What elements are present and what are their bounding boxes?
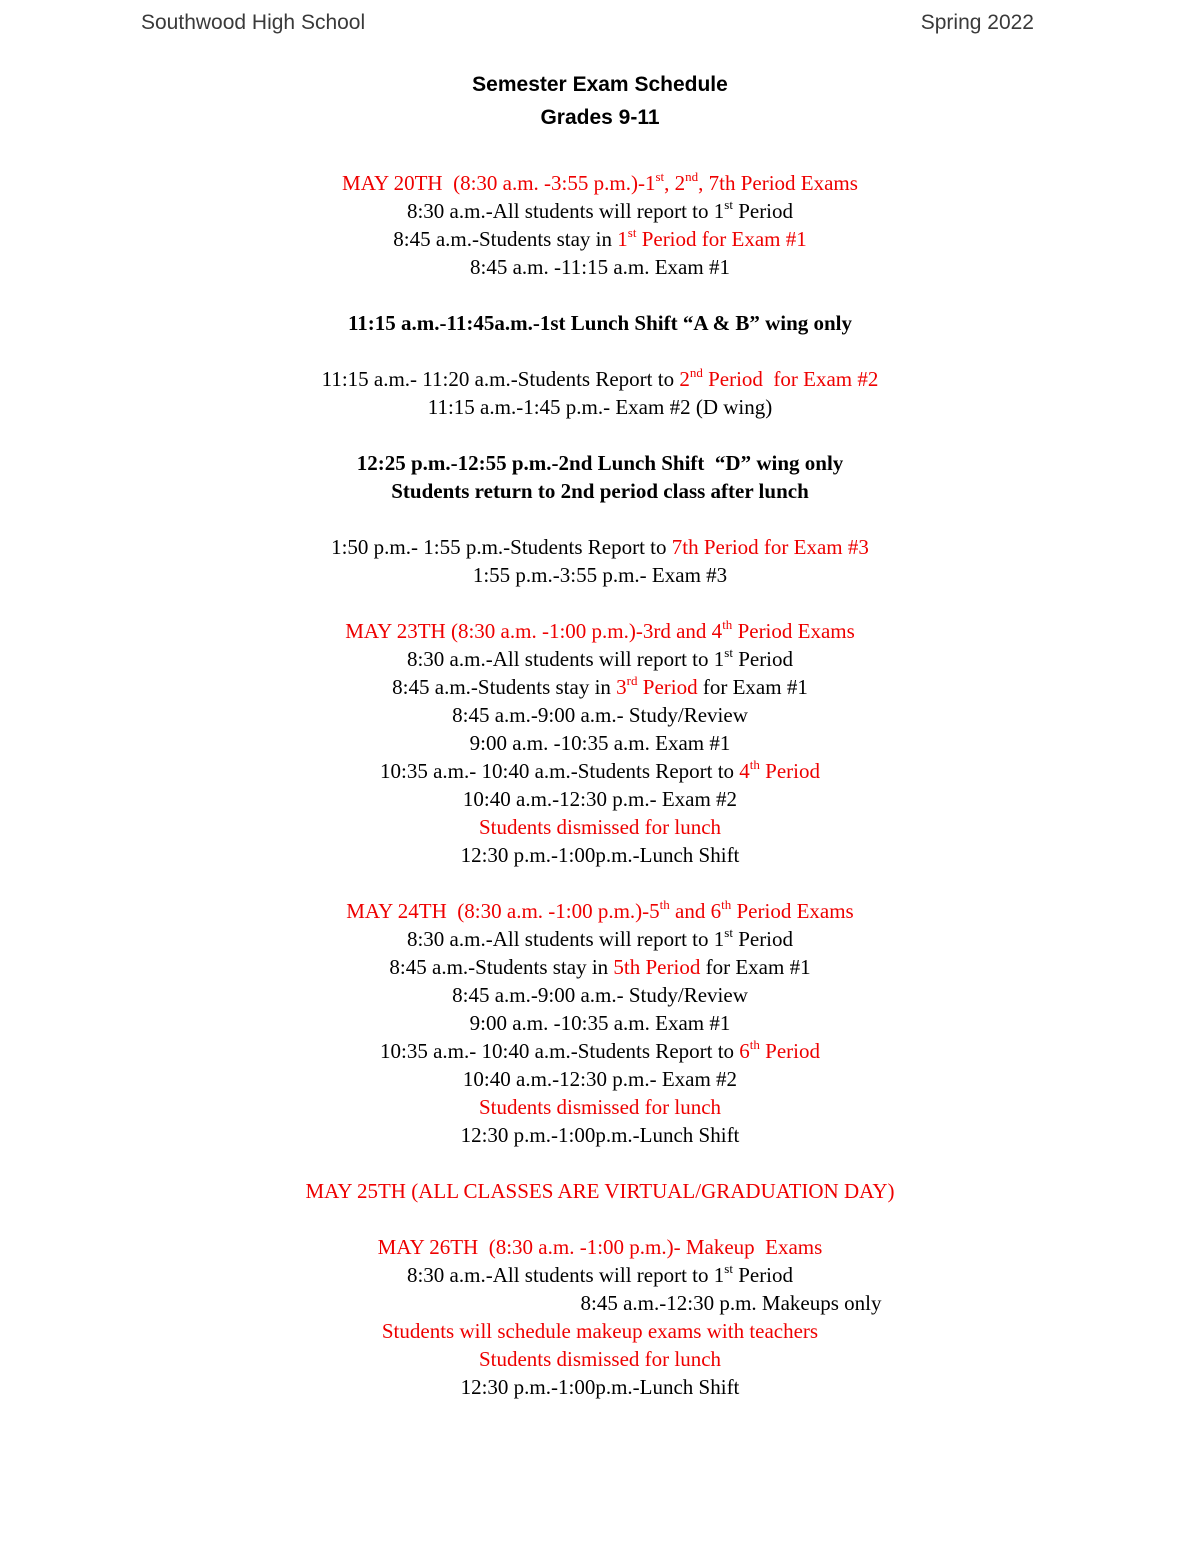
may24-line-stay: 8:45 a.m.-Students stay in 5th Period for Exam #1 <box>389 955 811 979</box>
may23-line-exam2: 10:40 a.m.-12:30 p.m.- Exam #2 <box>462 787 738 811</box>
may23-heading: MAY 23TH (8:30 a.m. -1:00 p.m.)-3rd and 4th Period Exams <box>345 617 855 643</box>
may20-line-exam3: 1:55 p.m.-3:55 p.m.- Exam #3 <box>472 563 728 587</box>
may26-line-report: 8:30 a.m.-All students will report to 1st Period <box>406 1261 794 1287</box>
may23-line-exam1: 9:00 a.m. -10:35 a.m. Exam #1 <box>469 731 731 755</box>
may20-line-report-7th: 1:50 p.m.- 1:55 p.m.-Students Report to 7th Period for Exam #3 <box>331 535 869 559</box>
may20-line-stay: 8:45 a.m.-Students stay in 1st Period for Exam #1 <box>393 225 807 251</box>
may24-line-lunch: 12:30 p.m.-1:00p.m.-Lunch Shift <box>460 1123 740 1147</box>
may26-line-lunch: 12:30 p.m.-1:00p.m.-Lunch Shift <box>460 1375 740 1399</box>
may20-lunch-shift-1: 11:15 a.m.-11:45a.m.-1st Lunch Shift “A & B” wing only <box>347 311 853 335</box>
may23-line-dismissed: Students dismissed for lunch <box>478 815 722 839</box>
may24-line-exam2: 10:40 a.m.-12:30 p.m.- Exam #2 <box>462 1067 738 1091</box>
exam-schedule <box>0 169 1200 1401</box>
may26-heading: MAY 26TH (8:30 a.m. -1:00 p.m.)- Makeup Exams <box>377 1235 823 1259</box>
may23-line-report-4th: 10:35 a.m.- 10:40 a.m.-Students Report to 4th Period <box>380 757 820 783</box>
may23-line-report: 8:30 a.m.-All students will report to 1st Period <box>406 645 794 671</box>
header-school-name: Southwood High School <box>141 11 366 34</box>
title-line-1: Semester Exam Schedule <box>472 73 728 96</box>
may20-lunch-shift-2: 12:25 p.m.-12:55 p.m.-2nd Lunch Shift “D” wing only <box>356 451 844 475</box>
header-term: Spring 2022 <box>920 11 1034 34</box>
may23-line-lunch: 12:30 p.m.-1:00p.m.-Lunch Shift <box>460 843 740 867</box>
may23-line-stay: 8:45 a.m.-Students stay in 3rd Period for Exam #1 <box>392 673 808 699</box>
may24-line-exam1: 9:00 a.m. -10:35 a.m. Exam #1 <box>469 1011 731 1035</box>
may20-line-exam1: 8:45 a.m. -11:15 a.m. Exam #1 <box>470 255 730 279</box>
title-line-2: Grades 9-11 <box>540 106 660 129</box>
may24-line-study: 8:45 a.m.-9:00 a.m.- Study/Review <box>452 983 748 1007</box>
may24-line-report: 8:30 a.m.-All students will report to 1st Period <box>406 925 794 951</box>
may20-line-report-2nd: 11:15 a.m.- 11:20 a.m.-Students Report to 2nd Period for Exam #2 <box>321 365 879 391</box>
may26-line-makeups: 8:45 a.m.-12:30 p.m. Makeups only <box>580 1291 882 1315</box>
may20-heading: MAY 20TH (8:30 a.m. -3:55 p.m.)-1st, 2nd, 7th Period Exams <box>342 169 858 195</box>
may24-line-dismissed: Students dismissed for lunch <box>478 1095 722 1119</box>
may24-line-report-6th: 10:35 a.m.- 10:40 a.m.-Students Report to 6th Period <box>380 1037 820 1063</box>
may24-heading: MAY 24TH (8:30 a.m. -1:00 p.m.)-5th and 6th Period Exams <box>346 897 854 923</box>
may26-line-schedule-makeup: Students will schedule makeup exams with teachers <box>381 1319 819 1343</box>
may25-heading: MAY 25TH (ALL CLASSES ARE VIRTUAL/GRADUATION DAY) <box>305 1179 895 1203</box>
may20-lunch-note: Students return to 2nd period class after lunch <box>391 479 809 503</box>
may20-line-exam2: 11:15 a.m.-1:45 p.m.- Exam #2 (D wing) <box>427 395 773 419</box>
may23-line-study: 8:45 a.m.-9:00 a.m.- Study/Review <box>452 703 748 727</box>
may20-line-report: 8:30 a.m.-All students will report to 1st Period <box>406 197 794 223</box>
may26-line-dismissed: Students dismissed for lunch <box>478 1347 722 1371</box>
document-title <box>0 71 1200 137</box>
